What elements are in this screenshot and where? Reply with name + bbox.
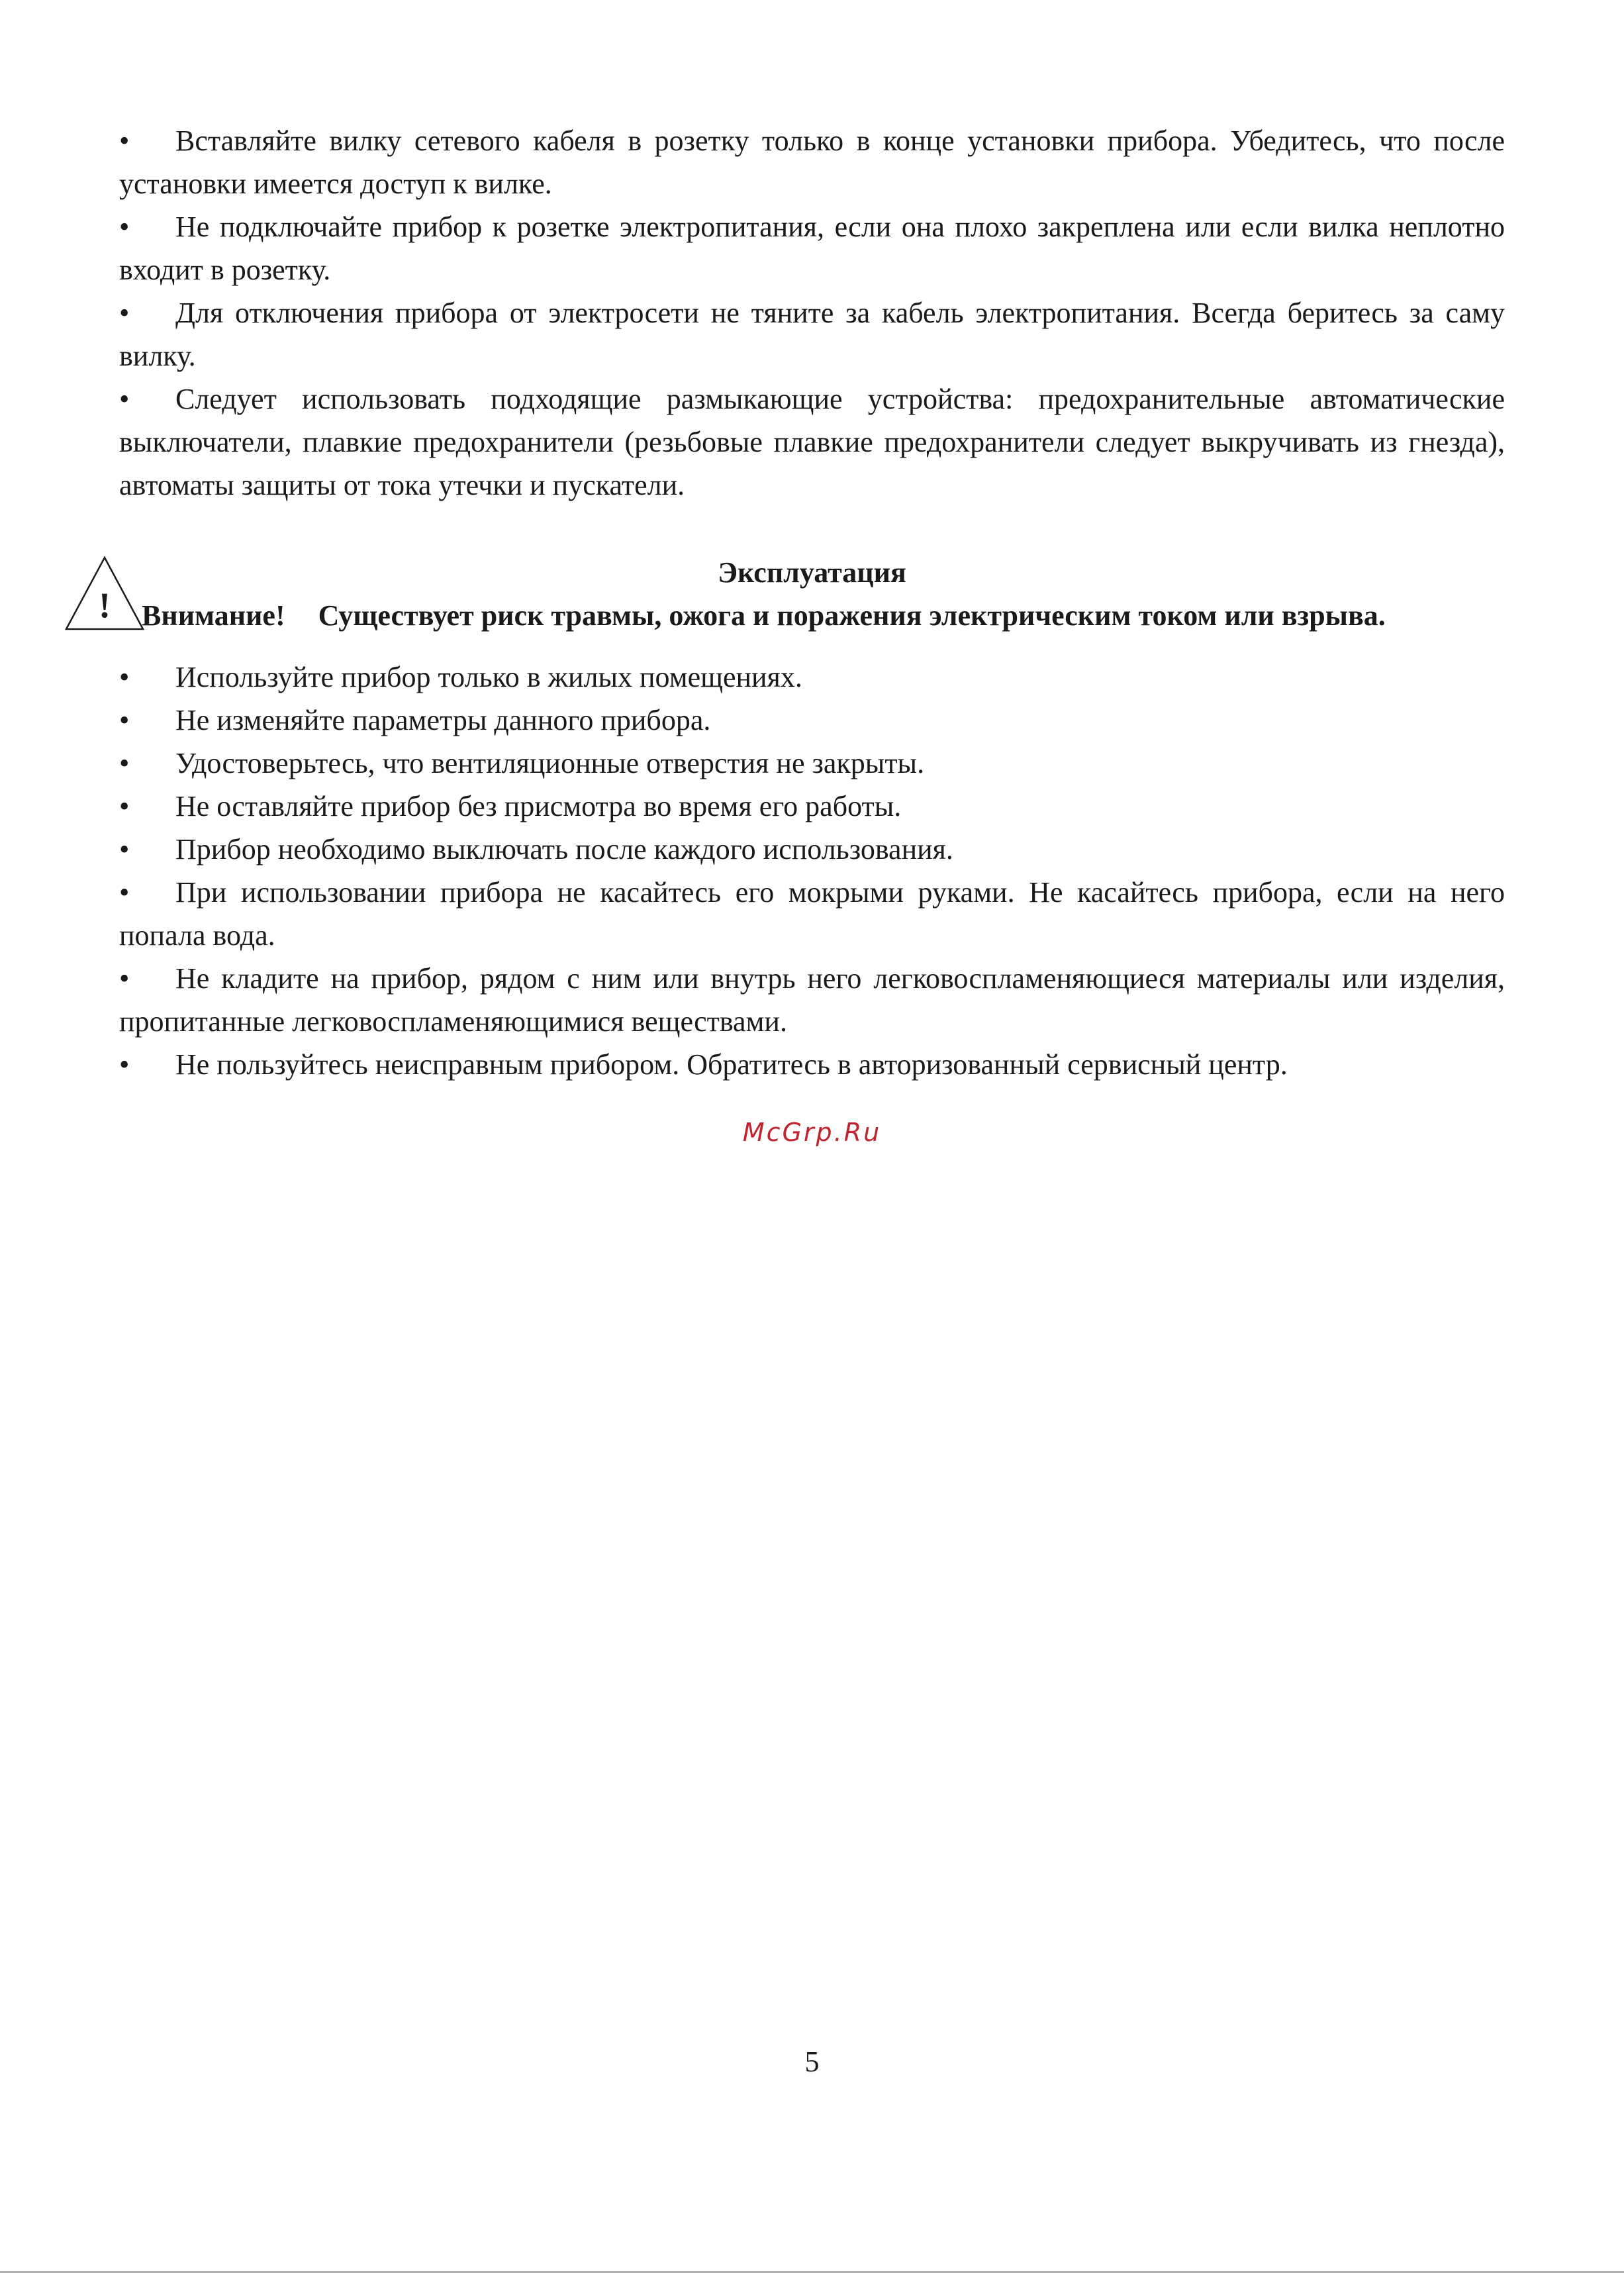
list-item: [119, 699, 1505, 742]
list-item-text: Прибор необходимо выключать после каждого использования.: [175, 833, 953, 866]
bullet-marker: •: [119, 661, 130, 693]
list-item-text: Следует использовать подходящие размыкающие устройства: предохранительные автоматические выключатели, плавкие предохранители (резьбовые плавкие предохранители следует выкручивать из гнезда), автоматы защиты от тока утечки и пускатели.: [119, 383, 1505, 501]
svg-text:!: !: [99, 585, 111, 625]
bullet-marker: •: [119, 876, 130, 909]
bullet-marker: •: [119, 124, 130, 157]
list-item-text: Не оставляйте прибор без присмотра во время его работы.: [175, 790, 902, 822]
section-heading: Эксплуатация: [718, 556, 906, 589]
list-item-text: Не пользуйтесь неисправным прибором. Обратитесь в авторизованный сервисный центр.: [175, 1048, 1288, 1081]
bullet-marker: •: [119, 704, 130, 736]
list-item: [119, 828, 1505, 871]
list-item: [119, 656, 1505, 699]
warning-line: [142, 594, 1505, 637]
page-number: 5: [804, 2046, 820, 2078]
list-item: [119, 957, 1505, 1043]
warning-text: Существует риск травмы, ожога и поражения электрическим током или взрыва.: [318, 599, 1386, 632]
list-item-text: Не кладите на прибор, рядом с ним или внутрь него легковоспламеняющиеся материалы или изделия, пропитанные легковоспламеняющимися веществами.: [119, 962, 1505, 1038]
list-item: [119, 291, 1505, 377]
list-item-text: При использовании прибора не касайтесь его мокрыми руками. Не касайтесь прибора, если на него попала вода.: [119, 876, 1505, 952]
list-item-text: Для отключения прибора от электросети не тяните за кабель электропитания. Всегда беритесь за саму вилку.: [119, 297, 1505, 372]
list-item-text: Не изменяйте параметры данного прибора.: [175, 704, 711, 736]
warning-label: Внимание!: [142, 599, 285, 632]
bullet-marker: •: [119, 833, 130, 866]
list-item: [119, 742, 1505, 785]
bullet-marker: •: [119, 790, 130, 822]
page-bottom-divider: [0, 2271, 1624, 2273]
bullet-marker: •: [119, 747, 130, 779]
list-item-text: Удостоверьтесь, что вентиляционные отверстия не закрыты.: [175, 747, 925, 779]
list-item: [119, 871, 1505, 957]
list-item: [119, 377, 1505, 507]
list-item: [119, 785, 1505, 828]
bullet-marker: •: [119, 297, 130, 329]
bullet-marker: •: [119, 383, 130, 415]
installation-bullet-list: [119, 119, 1505, 507]
watermark-link[interactable]: McGrp.Ru: [742, 1118, 882, 1147]
list-item-text: Не подключайте прибор к розетке электропитания, если она плохо закреплена или если вилка неплотно входит в розетку.: [119, 211, 1505, 286]
list-item: [119, 1043, 1505, 1086]
bullet-marker: •: [119, 962, 130, 995]
operation-bullet-list: [119, 656, 1505, 1086]
bullet-marker: •: [119, 211, 130, 243]
list-item: [119, 119, 1505, 205]
bullet-marker: •: [119, 1048, 130, 1081]
list-item: [119, 205, 1505, 291]
list-item-text: Вставляйте вилку сетевого кабеля в розетку только в конце установки прибора. Убедитесь, что после установки имеется доступ к вилке.: [119, 124, 1505, 200]
list-item-text: Используйте прибор только в жилых помещениях.: [175, 661, 802, 693]
